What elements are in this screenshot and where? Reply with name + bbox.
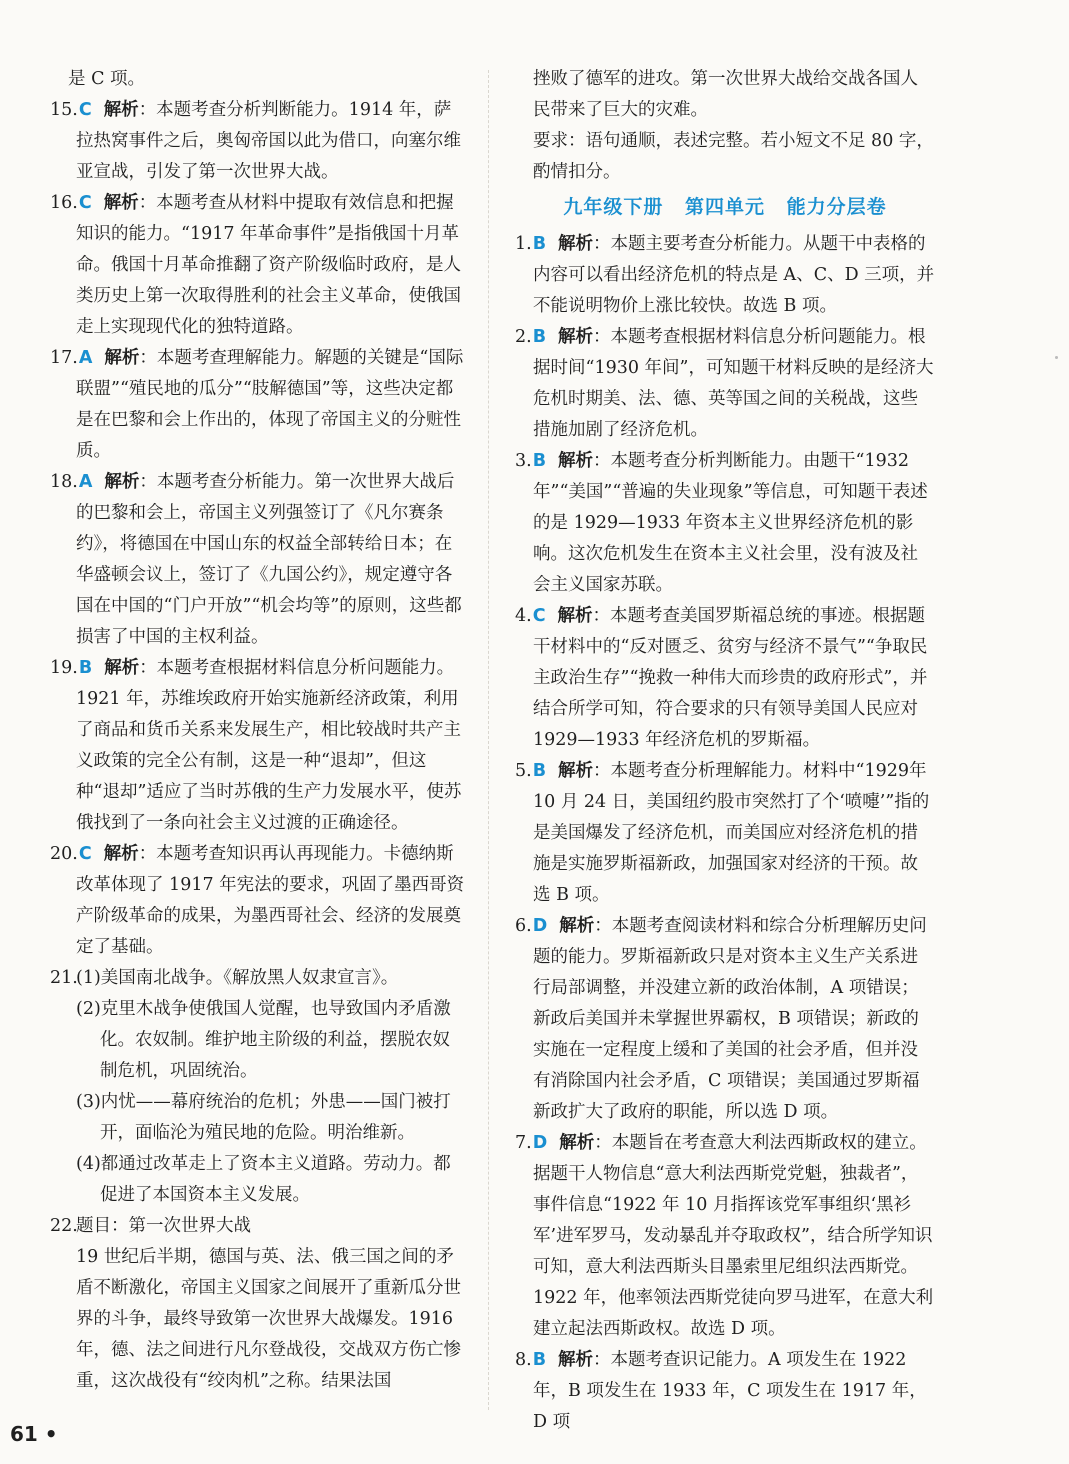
analysis-label: 解析: [104, 658, 140, 678]
analysis-text: ：本题考查知识再认再现能力。卡德纳斯改革体现了 1917 年宪法的要求，巩固了墨西哥资产阶级革命的成果，为墨西哥社会、经济的发展奠定了基础。: [76, 844, 465, 957]
analysis-text: ：本题考查阅读材料和综合分析理解历史问题的能力。罗斯福新政只是对资本主义生产关系进行局部调整，并没建立新的政治体制，A 项错误；新政后美国并未掌握世界霸权，B 项错误；新政的实施在一定程度上缓和了美国的社会矛盾，但并没有消除国内社会矛盾，C 项错误；美国通过罗斯福新政扩大了政府的职能，所以选 D 项。: [533, 916, 927, 1122]
right-column: [515, 64, 935, 1438]
answer-item: [50, 343, 465, 467]
analysis-text: ：本题旨在考查意大利法西斯政权的建立。据题干人物信息“意大利法西斯党党魁，独裁者”，事件信息“1922 年 10 月指挥该党军事组织‘黑衫军’进军罗马，发动暴乱并夺取政权”，结合所学知识可知，意大利法西斯头目墨索里尼组织法西斯党。1922 年，他率领法西斯党徒向罗马进军，在意大利建立起法西斯政权。故选 D 项。: [533, 1133, 934, 1339]
essay-title: 题目：第一次世界大战: [76, 1216, 251, 1236]
answer-item: [515, 911, 935, 1128]
answer-item: [515, 1128, 935, 1345]
answer-item: [50, 839, 465, 963]
question-number: 22.: [50, 1216, 78, 1236]
analysis-text: ：本题考查分析判断能力。由题干“1932年”“美国”“普遍的失业现象”等信息，可知题干表述的是 1929—1933 年资本主义世界经济危机的影响。这次危机发生在资本主义社会里，没有波及社会主义国家苏联。: [533, 451, 928, 595]
analysis-text: ：本题考查根据材料信息分析问题能力。根据时间“1930 年间”，可知题干材料反映的是经济大危机时期美、法、德、英等国之间的关税战，这些措施加剧了经济危机。: [533, 327, 934, 440]
question-number: 20.: [50, 844, 78, 864]
essay-body: 19 世纪后半期，德国与英、法、俄三国之间的矛盾不断激化，帝国主义国家之间展开了重新瓜分世界的斗争，最终导致第一次世界大战爆发。1916 年，德、法之间进行凡尔登战役，交战双方伤亡惨重，这次战役有“绞肉机”之称。结果法国: [76, 1247, 461, 1391]
analysis-label: 解析: [558, 1350, 594, 1370]
question-number: 7.: [515, 1133, 532, 1153]
analysis-label: 解析: [558, 761, 594, 781]
answer-letter: D: [532, 1133, 548, 1153]
answer-item: [515, 756, 935, 911]
analysis-text: ：本题考查分析理解能力。材料中“1929年 10 月 24 日，美国纽约股市突然打了个‘喷嚏’”指的是美国爆发了经济危机，而美国应对经济危机的措施是实施罗斯福新政，加强国家对经济的干预。故选 B 项。: [533, 761, 930, 905]
question-21: [50, 963, 465, 1211]
question-number: 5.: [515, 761, 532, 781]
analysis-text: ：本题考查从材料中提取有效信息和把握知识的能力。“1917 年革命事件”是指俄国十月革命。俄国十月革命推翻了资产阶级临时政府，是人类历史上第一次取得胜利的社会主义革命，使俄国走上实现现代化的独特道路。: [76, 193, 461, 337]
analysis-label: 解析: [103, 193, 139, 213]
analysis-text: ：本题主要考查分析能力。从题干中表格的内容可以看出经济危机的特点是 A、C、D 三项，并不能说明物价上涨比较快。故选 B 项。: [533, 234, 935, 316]
answer-letter: B: [532, 234, 547, 254]
analysis-text: ：本题考查识记能力。A 项发生在 1922年，B 项发生在 1933 年，C 项发生在 1917 年，D 项: [533, 1350, 927, 1432]
question-number: 6.: [515, 916, 532, 936]
answer-letter: B: [532, 1350, 547, 1370]
answer-item: [515, 601, 935, 756]
answer-item: [515, 1345, 935, 1438]
answer-item: [50, 188, 465, 343]
question-number: 15.: [50, 100, 78, 120]
answer-item: [50, 467, 465, 653]
analysis-label: 解析: [104, 472, 140, 492]
answer-item: [50, 95, 465, 188]
q21-part-2: (2)克里木战争使俄国人觉醒，也导致国内矛盾激化。农奴制。维护地主阶级的利益，摆脱农奴制危机，巩固统治。: [76, 999, 451, 1081]
question-number: 4.: [515, 606, 532, 626]
answer-letter: B: [532, 761, 547, 781]
question-number: 17.: [50, 348, 78, 368]
answer-item: [515, 229, 935, 322]
q21-part-3: (3)内忧——幕府统治的危机；外患——国门被打开，面临沦为殖民地的危险。明治维新。: [76, 1092, 451, 1143]
answer-letter: B: [78, 658, 93, 678]
answer-letter: A: [78, 348, 93, 368]
answer-letter: B: [532, 451, 547, 471]
analysis-text: ：本题考查分析能力。第一次世界大战后的巴黎和会上，帝国主义列强签订了《凡尔赛条约》，将德国在中国山东的权益全部转给日本；在华盛顿会议上，签订了《九国公约》，规定遵守各国在中国的“门户开放”“机会均等”的原则，这些都损害了中国的主权利益。: [76, 472, 462, 647]
q21-part-4: (4)都通过改革走上了资本主义道路。劳动力。都促进了本国资本主义发展。: [76, 1154, 451, 1205]
answer-item: [515, 322, 935, 446]
left-column: [50, 64, 465, 1397]
analysis-label: 解析: [559, 916, 595, 936]
answer-letter: C: [78, 100, 92, 120]
question-number: 3.: [515, 451, 532, 471]
essay-continuation: 挫败了德军的进攻。第一次世界大战给交战各国人民带来了巨大的灾难。: [533, 69, 918, 120]
answer-item: [50, 653, 465, 839]
q21-part-1: (1)美国南北战争。《解放黑人奴隶宣言》。: [76, 968, 399, 988]
answer-letter: A: [78, 472, 93, 492]
analysis-label: 解析: [103, 844, 139, 864]
margin-dot: [1055, 356, 1058, 359]
essay-requirement: 要求：语句通顺，表述完整。若小短文不足 80 字，酌情扣分。: [533, 131, 934, 182]
page-number: 61 •: [10, 1422, 58, 1446]
intro-line: 是 C 项。: [68, 69, 146, 89]
question-number: 19.: [50, 658, 78, 678]
analysis-text: ：本题考查理解能力。解题的关键是“国际联盟”“殖民地的瓜分”“肢解德国”等，这些决定都是在巴黎和会上作出的，体现了帝国主义的分赃性质。: [76, 348, 464, 461]
analysis-label: 解析: [103, 100, 139, 120]
analysis-label: 解析: [559, 1133, 595, 1153]
question-number: 16.: [50, 193, 78, 213]
analysis-text: ：本题考查根据材料信息分析问题能力。1921 年，苏维埃政府开始实施新经济政策，利用了商品和货币关系来发展生产，相比较战时共产主义政策的完全公有制，这是一种“退却”，但这种“退却”适应了当时苏俄的生产力发展水平，使苏俄找到了一条向社会主义过渡的正确途径。: [76, 658, 462, 833]
question-number: 18.: [50, 472, 78, 492]
answer-letter: C: [78, 193, 92, 213]
column-divider: [488, 70, 489, 1410]
analysis-label: 解析: [557, 606, 593, 626]
section-title: 九年级下册 第四单元 能力分层卷: [563, 196, 887, 218]
analysis-label: 解析: [558, 234, 594, 254]
question-number: 21.: [50, 968, 78, 988]
analysis-text: ：本题考查美国罗斯福总统的事迹。根据题干材料中的“反对匮乏、贫穷与经济不景气”“争取民主政治生存”“挽救一种伟大而珍贵的政府形式”，并结合所学可知，符合要求的只有领导美国人民应对 1929—1933 年经济危机的罗斯福。: [533, 606, 928, 750]
question-22: [50, 1211, 465, 1397]
question-number: 2.: [515, 327, 532, 347]
analysis-label: 解析: [104, 348, 140, 368]
answer-letter: B: [532, 327, 547, 347]
analysis-label: 解析: [558, 451, 594, 471]
answer-letter: C: [532, 606, 546, 626]
answer-item: [515, 446, 935, 601]
question-number: 1.: [515, 234, 532, 254]
answer-letter: C: [78, 844, 92, 864]
analysis-label: 解析: [558, 327, 594, 347]
question-number: 8.: [515, 1350, 532, 1370]
analysis-text: ：本题考查分析判断能力。1914 年，萨拉热窝事件之后，奥匈帝国以此为借口，向塞尔维亚宣战，引发了第一次世界大战。: [76, 100, 461, 182]
answer-letter: D: [532, 916, 548, 936]
